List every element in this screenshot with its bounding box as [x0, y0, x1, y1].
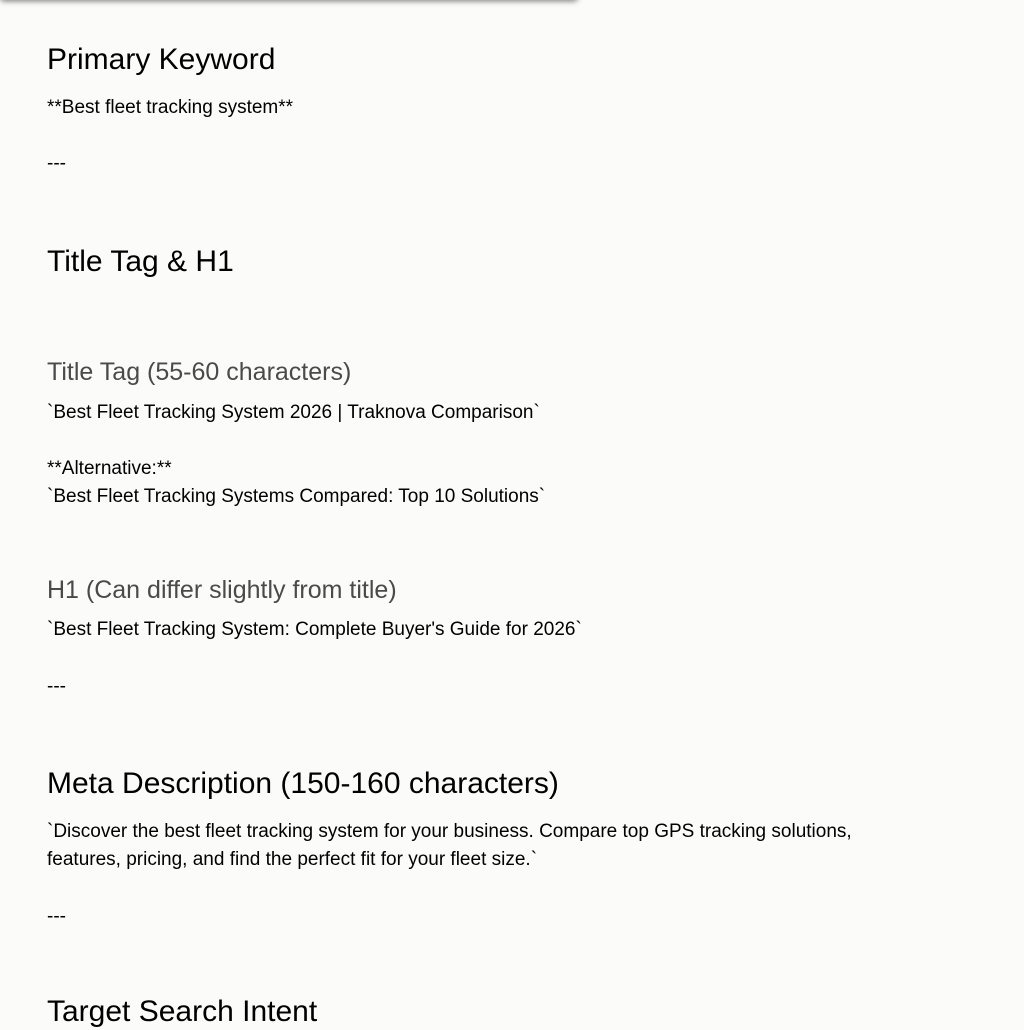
title-tag-alternative	[47, 455, 977, 511]
heading-primary-keyword: Primary Keyword	[47, 43, 276, 76]
meta-description-value	[47, 818, 977, 874]
divider: ---	[47, 153, 66, 174]
heading-target-search-intent: Target Search Intent	[47, 995, 318, 1028]
h1-value: `Best Fleet Tracking System: Complete Buyer's Guide for 2026`	[47, 619, 582, 640]
divider: ---	[47, 906, 66, 927]
heading-title-tag-h1: Title Tag & H1	[47, 245, 234, 278]
title-tag-value: `Best Fleet Tracking System 2026 | Traknova Comparison`	[47, 402, 540, 423]
subheading-title-tag: Title Tag (55-60 characters)	[47, 358, 352, 386]
meta-description-line: `Discover the best fleet tracking system for your business. Compare top GPS tracking solutions,	[47, 821, 852, 842]
alternative-label: **Alternative:**	[47, 458, 172, 479]
alternative-value: `Best Fleet Tracking Systems Compared: Top 10 Solutions`	[47, 486, 546, 507]
heading-meta-description: Meta Description (150-160 characters)	[47, 767, 559, 800]
primary-keyword-value: **Best fleet tracking system**	[47, 97, 294, 118]
subheading-h1: H1 (Can differ slightly from title)	[47, 576, 397, 604]
divider: ---	[47, 676, 66, 697]
meta-description-line: features, pricing, and find the perfect fit for your fleet size.`	[47, 849, 538, 870]
